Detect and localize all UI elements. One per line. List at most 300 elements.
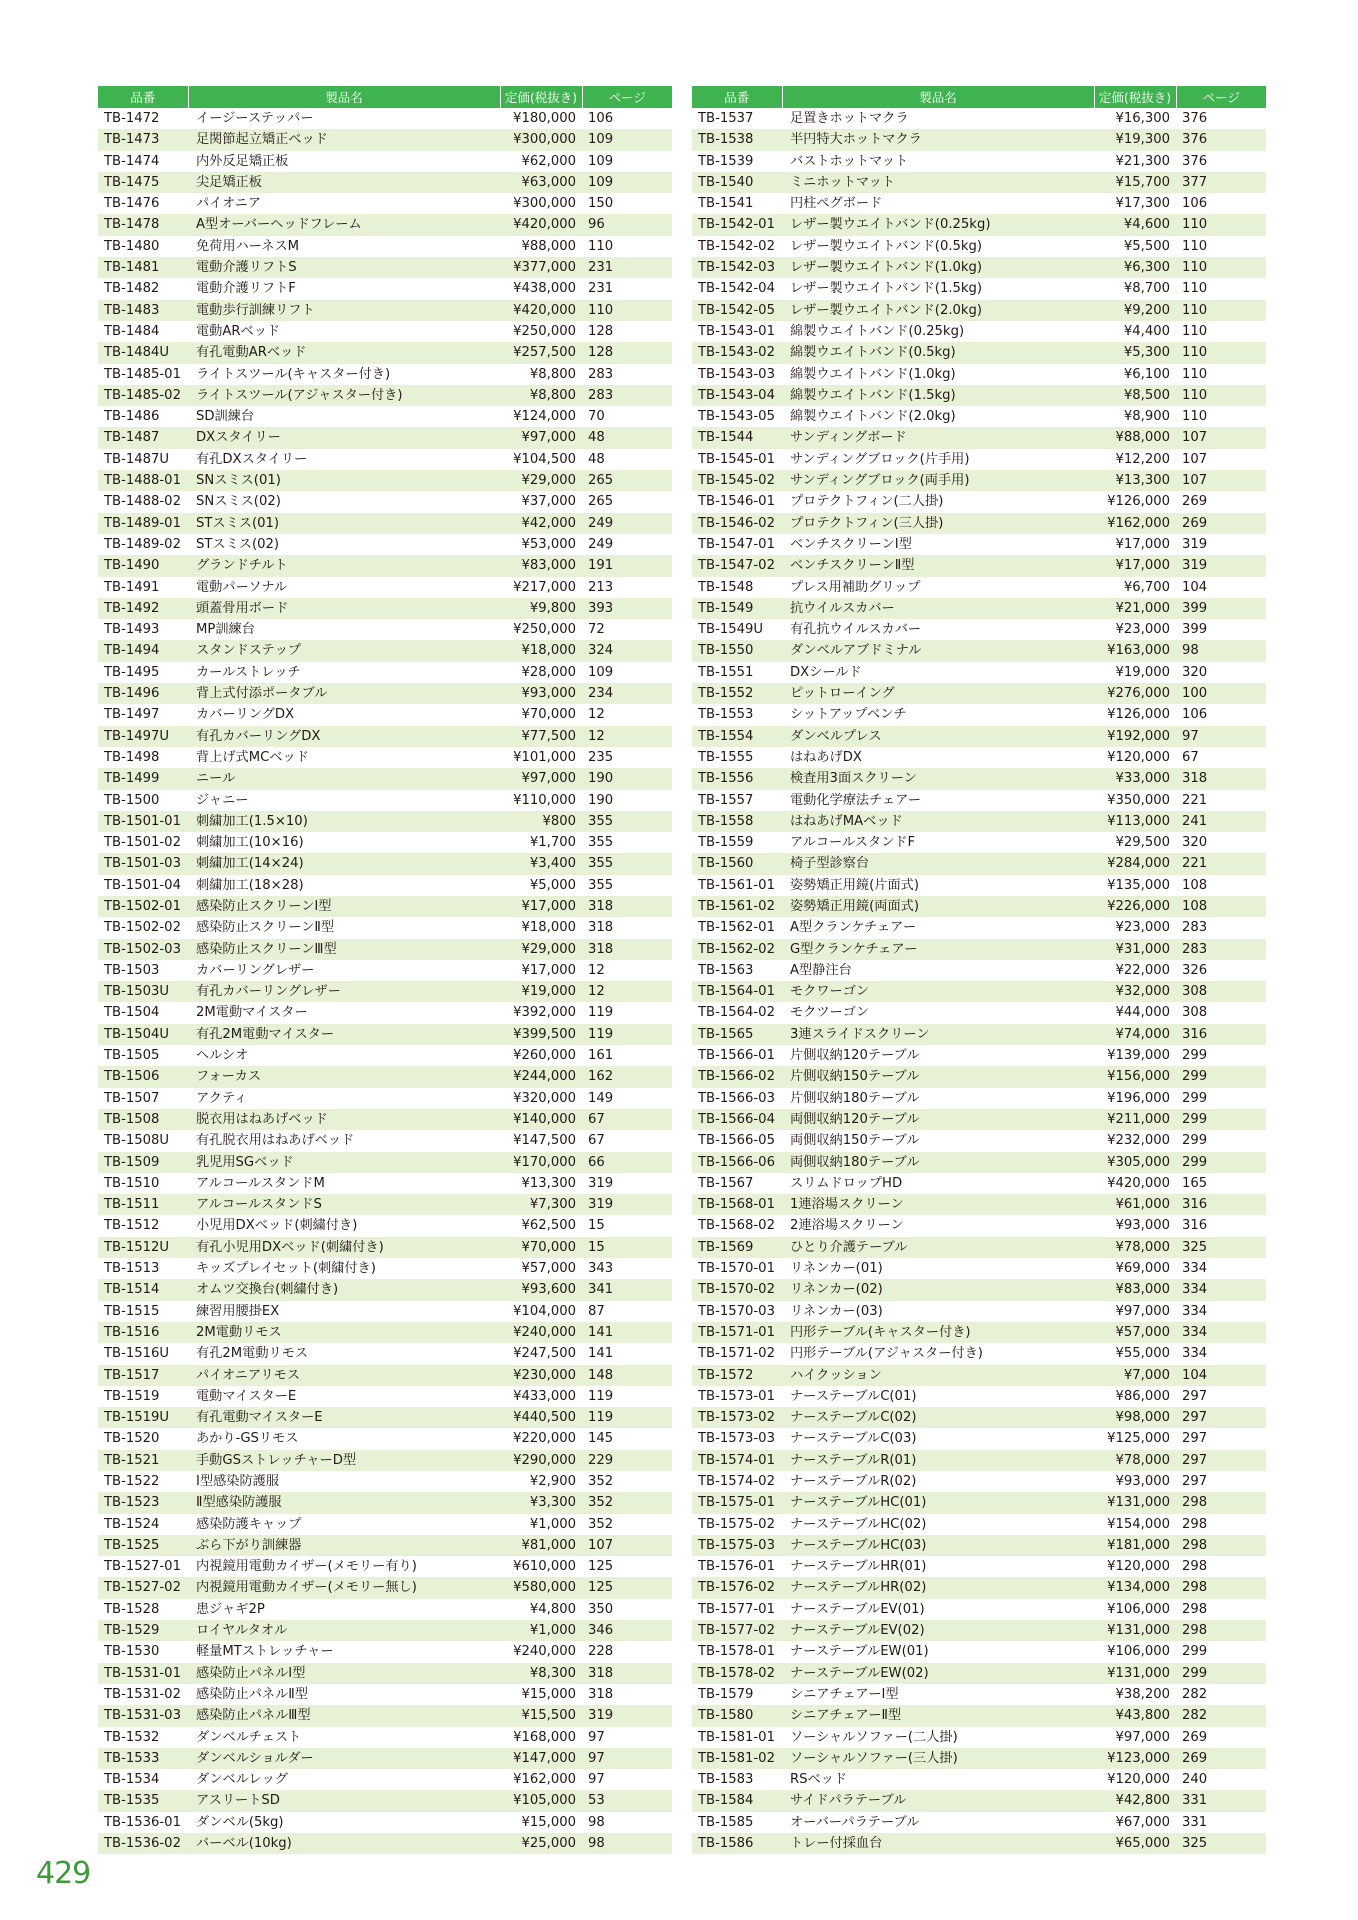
table-header-row [98, 86, 672, 108]
table-row [98, 960, 672, 981]
product-code: TB-1574-02 [698, 1474, 775, 1489]
product-name: モクワーゴン [782, 981, 1094, 1002]
table-row [692, 1194, 1266, 1215]
product-name: ナーステーブルC(02) [782, 1407, 1094, 1428]
catalog-page: 12 [582, 726, 672, 747]
product-name: ナーステーブルR(02) [790, 1474, 917, 1489]
table-row [98, 534, 672, 555]
catalog-page: 97 [588, 1729, 605, 1745]
catalog-page: 104 [1176, 1365, 1266, 1386]
product-price: ¥4,400 [1123, 323, 1170, 339]
table-body [98, 108, 672, 1854]
table-row [98, 1556, 672, 1577]
product-code: TB-1485-01 [104, 366, 181, 382]
table-row [98, 1152, 672, 1173]
catalog-page: 48 [588, 451, 605, 467]
catalog-page: 350 [588, 1601, 614, 1617]
product-code: TB-1559 [698, 835, 754, 851]
product-name: リネンカー(03) [790, 1303, 883, 1319]
product-code: TB-1504 [104, 1005, 160, 1021]
table-row [98, 917, 672, 938]
table-row [692, 172, 1266, 193]
catalog-page: 231 [582, 257, 672, 278]
product-name: 脱衣用はねあげベッド [188, 1109, 500, 1130]
product-name: 内視鏡用電動カイザー(メモリー無し) [188, 1577, 500, 1598]
product-name: アスリートSD [188, 1790, 500, 1811]
product-code: TB-1501-04 [104, 877, 181, 893]
catalog-page: 110 [1176, 342, 1266, 363]
product-price: ¥126,000 [1107, 494, 1170, 510]
table-row [98, 598, 672, 619]
table-row [692, 704, 1266, 725]
product-name: パイオニアリモス [188, 1365, 500, 1386]
product-code: TB-1541 [698, 196, 754, 212]
product-name: 有孔小児用DXベッド(刺繍付き) [188, 1237, 500, 1258]
table-row [692, 917, 1266, 938]
table-row [98, 704, 672, 725]
product-name: プレス用補助グリップ [790, 579, 921, 595]
table-row [98, 1535, 672, 1556]
product-code: TB-1577-02 [692, 1620, 782, 1641]
table-row [692, 321, 1266, 342]
catalog-page: 141 [582, 1322, 672, 1343]
product-code: TB-1484 [104, 323, 160, 339]
table-row [692, 896, 1266, 917]
table-row [98, 321, 672, 342]
catalog-page: 299 [1176, 1663, 1266, 1684]
product-name: ソーシャルソファー(三人掛) [782, 1748, 1094, 1769]
table-row [692, 1705, 1266, 1726]
catalog-page: 299 [1182, 1048, 1208, 1064]
catalog-page: 190 [582, 768, 672, 789]
product-price: ¥240,000 [500, 1322, 582, 1343]
catalog-page: 334 [1176, 1322, 1266, 1343]
product-name: アクティ [196, 1090, 248, 1106]
product-price: ¥88,000 [521, 238, 576, 254]
product-code: TB-1549U [698, 622, 764, 638]
catalog-page: 298 [1182, 1516, 1208, 1532]
table-row [692, 1237, 1266, 1258]
catalog-page: 12 [588, 962, 605, 978]
catalog-page: 334 [1182, 1303, 1208, 1319]
catalog-page: 355 [582, 853, 672, 874]
catalog-page: 97 [1176, 726, 1266, 747]
catalog-page: 119 [588, 1005, 614, 1021]
table-row [98, 1492, 672, 1513]
product-price: ¥8,500 [1094, 385, 1176, 406]
product-code: TB-1585 [698, 1814, 754, 1830]
product-name: モクツーゴン [790, 1005, 870, 1021]
table-row [98, 1045, 672, 1066]
product-name: 有孔2M電動リモス [196, 1346, 309, 1362]
catalog-page: 98 [588, 1814, 605, 1830]
catalog-page: 12 [588, 707, 605, 723]
product-name: ひとり介護テーブル [782, 1237, 1094, 1258]
catalog-page: 377 [1176, 172, 1266, 193]
table-row [692, 1599, 1266, 1620]
table-row [692, 1365, 1266, 1386]
product-name: 2M電動リモス [188, 1322, 500, 1343]
product-price: ¥131,000 [1094, 1663, 1176, 1684]
product-price: ¥83,000 [1094, 1279, 1176, 1300]
table-row [98, 1279, 672, 1300]
product-price: ¥8,800 [500, 385, 582, 406]
product-code: TB-1487U [104, 451, 170, 467]
product-price: ¥97,000 [500, 427, 582, 448]
product-code: TB-1482 [104, 281, 160, 297]
table-row [692, 1727, 1266, 1748]
table-row [692, 449, 1266, 470]
table-row [692, 1215, 1266, 1236]
product-price: ¥69,000 [1115, 1261, 1170, 1277]
product-name: アルコールスタンドM [196, 1175, 325, 1191]
product-code: TB-1502-01 [98, 896, 188, 917]
product-price: ¥29,500 [1115, 835, 1170, 851]
table-row [692, 683, 1266, 704]
product-name: 内視鏡用電動カイザー(メモリー有り) [196, 1559, 417, 1575]
product-name: Ⅱ型感染防護服 [188, 1492, 500, 1513]
table-row [692, 768, 1266, 789]
table-row [692, 726, 1266, 747]
catalog-page: 213 [588, 579, 614, 595]
table-row [98, 1727, 672, 1748]
product-name: A型オーバーヘッドフレーム [188, 214, 500, 235]
catalog-page: 221 [1176, 853, 1266, 874]
product-code: TB-1521 [98, 1450, 188, 1471]
product-name: ダンベルレッグ [196, 1772, 288, 1788]
catalog-page: 297 [1176, 1450, 1266, 1471]
table-row [98, 236, 672, 257]
table-row [692, 364, 1266, 385]
product-name: ナーステーブルHC(03) [782, 1535, 1094, 1556]
catalog-page: 297 [1182, 1474, 1208, 1489]
product-price: ¥106,000 [1107, 1601, 1170, 1617]
table-row [692, 1024, 1266, 1045]
product-price: ¥44,000 [1115, 1005, 1170, 1021]
catalog-page: 125 [582, 1577, 672, 1598]
product-code: TB-1548 [698, 579, 754, 595]
product-code: TB-1570-01 [698, 1261, 775, 1277]
table-row [98, 1237, 672, 1258]
product-code: TB-1491 [104, 579, 160, 595]
catalog-page: 319 [582, 1194, 672, 1215]
product-code: TB-1579 [698, 1686, 754, 1702]
product-code: TB-1561-02 [692, 896, 782, 917]
table-row [692, 1045, 1266, 1066]
product-name: ダンベル(5kg) [196, 1814, 284, 1830]
product-price: ¥147,500 [513, 1133, 576, 1149]
catalog-page: 107 [1176, 427, 1266, 448]
product-name: 足関節起立矯正ベッド [188, 129, 500, 150]
product-name: キッズプレイセット(刺繍付き) [196, 1261, 376, 1277]
table-row [692, 236, 1266, 257]
product-price: ¥1,700 [529, 835, 576, 851]
product-code: TB-1502-03 [98, 939, 188, 960]
product-name: 有孔カバーリングレザー [188, 981, 500, 1002]
product-price: ¥230,000 [500, 1365, 582, 1386]
product-price: ¥93,000 [500, 683, 582, 704]
catalog-page: 221 [1182, 792, 1208, 808]
product-price: ¥192,000 [1094, 726, 1176, 747]
product-price: ¥86,000 [1115, 1388, 1170, 1404]
product-name: Ⅰ型感染防護服 [196, 1474, 280, 1489]
product-price: ¥21,000 [1094, 598, 1176, 619]
product-price: ¥123,000 [1094, 1748, 1176, 1769]
product-price: ¥147,000 [500, 1748, 582, 1769]
table-row [692, 1066, 1266, 1087]
table-row [98, 342, 672, 363]
catalog-page: 106 [1182, 196, 1208, 212]
product-code: TB-1556 [692, 768, 782, 789]
catalog-page: 283 [582, 385, 672, 406]
product-name: ダンベルチェスト [196, 1729, 302, 1745]
product-price: ¥62,500 [521, 1218, 576, 1234]
table-row [98, 1343, 672, 1364]
product-code: TB-1575-03 [692, 1535, 782, 1556]
product-price: ¥17,000 [1115, 536, 1170, 552]
product-price: ¥17,000 [1094, 555, 1176, 576]
catalog-page: 269 [1176, 1748, 1266, 1769]
product-code: TB-1578-02 [692, 1663, 782, 1684]
product-code: TB-1520 [104, 1431, 160, 1447]
table-row [692, 108, 1266, 129]
table-body [692, 108, 1266, 1854]
product-price: ¥120,000 [1107, 749, 1170, 765]
table-row [692, 151, 1266, 172]
product-name: 刺繍加工(1.5×10) [188, 811, 500, 832]
product-name: 両側収納150テーブル [790, 1133, 920, 1149]
product-code: TB-1505 [104, 1048, 160, 1064]
table-row [98, 619, 672, 640]
product-name: カールストレッチ [196, 664, 301, 680]
product-name: 感染防止パネルⅠ型 [188, 1663, 500, 1684]
table-row [98, 1663, 672, 1684]
product-price: ¥88,000 [1094, 427, 1176, 448]
product-price: ¥244,000 [500, 1066, 582, 1087]
product-name: ナーステーブルHC(01) [782, 1492, 1094, 1513]
table-row [692, 598, 1266, 619]
catalog-page: 70 [588, 409, 605, 425]
product-name: 姿勢矯正用鏡(両面式) [782, 896, 1094, 917]
product-code: TB-1527-02 [98, 1577, 188, 1598]
product-price: ¥5,000 [529, 877, 576, 893]
product-code: TB-1523 [98, 1492, 188, 1513]
product-code: TB-1549 [692, 598, 782, 619]
product-name: 綿製ウエイトバンド(0.5kg) [782, 342, 1094, 363]
product-code: TB-1508 [98, 1109, 188, 1130]
product-code: TB-1563 [698, 962, 754, 978]
product-name: ハイクッション [782, 1365, 1094, 1386]
product-code: TB-1494 [98, 640, 188, 661]
product-code: TB-1551 [698, 664, 754, 680]
catalog-page: 298 [1176, 1577, 1266, 1598]
product-name: 3連スライドスクリーン [782, 1024, 1094, 1045]
product-price: ¥61,000 [1094, 1194, 1176, 1215]
product-name: 手動GSストレッチャーD型 [188, 1450, 500, 1471]
catalog-page: 352 [588, 1474, 614, 1489]
catalog-page: 110 [1176, 300, 1266, 321]
product-price: ¥23,000 [1115, 622, 1170, 638]
product-name: ベンチスクリーンⅠ型 [790, 536, 912, 552]
product-code: TB-1546-02 [692, 513, 782, 534]
catalog-page: 298 [1176, 1492, 1266, 1513]
table-row [98, 513, 672, 534]
product-price: ¥113,000 [1094, 811, 1176, 832]
product-price: ¥7,300 [500, 1194, 582, 1215]
product-code: TB-1512 [104, 1218, 160, 1234]
product-name: SNスミス(02) [196, 494, 281, 510]
product-name: 椅子型診察台 [782, 853, 1094, 874]
table-row [692, 129, 1266, 150]
catalog-page: 110 [588, 238, 614, 254]
table-row [98, 1599, 672, 1620]
product-price: ¥377,000 [500, 257, 582, 278]
product-price: ¥97,000 [500, 768, 582, 789]
product-price: ¥2,900 [529, 1474, 576, 1489]
catalog-page: 97 [588, 1772, 605, 1788]
product-price: ¥232,000 [1107, 1133, 1170, 1149]
product-price: ¥33,000 [1094, 768, 1176, 789]
product-price: ¥156,000 [1094, 1066, 1176, 1087]
catalog-page: 110 [1182, 409, 1208, 425]
product-code: TB-1576-01 [698, 1559, 775, 1575]
product-name: 感染防止スクリーンⅠ型 [188, 896, 500, 917]
product-price: ¥131,000 [1094, 1492, 1176, 1513]
product-name: イージーステッパー [196, 111, 314, 126]
product-name: アルコールスタンドF [790, 835, 916, 851]
product-name: ナーステーブルR(01) [782, 1450, 1094, 1471]
product-price: ¥139,000 [1107, 1048, 1170, 1064]
product-name: 尖足矯正板 [188, 172, 500, 193]
product-price: ¥196,000 [1107, 1090, 1170, 1106]
product-code: TB-1562-02 [692, 939, 782, 960]
catalog-page: 319 [1182, 536, 1208, 552]
product-price: ¥8,700 [1123, 281, 1170, 297]
table-row [98, 1450, 672, 1471]
table-row [692, 1279, 1266, 1300]
table-row [692, 427, 1266, 448]
product-code: TB-1566-04 [692, 1109, 782, 1130]
product-code: TB-1519 [104, 1388, 160, 1404]
product-price: ¥800 [500, 811, 582, 832]
catalog-page: 319 [582, 1705, 672, 1726]
table-row [692, 1109, 1266, 1130]
product-price: ¥154,000 [1107, 1516, 1170, 1532]
product-price: ¥15,700 [1094, 172, 1176, 193]
catalog-page: 67 [582, 1109, 672, 1130]
product-price: ¥97,000 [1115, 1303, 1170, 1319]
table-row [98, 1620, 672, 1641]
table-row [98, 1322, 672, 1343]
product-price: ¥78,000 [1094, 1450, 1176, 1471]
catalog-page: 106 [1182, 707, 1208, 723]
product-name: リネンカー(02) [782, 1279, 1094, 1300]
catalog-page: 161 [588, 1048, 614, 1064]
product-price: ¥29,000 [500, 939, 582, 960]
product-code: TB-1496 [98, 683, 188, 704]
table-row [692, 1790, 1266, 1811]
product-price: ¥106,000 [1107, 1644, 1170, 1660]
table-row [98, 555, 672, 576]
product-code: TB-1529 [98, 1620, 188, 1641]
product-name: シニアチェアーⅡ型 [782, 1705, 1094, 1726]
product-code: TB-1514 [98, 1279, 188, 1300]
product-name: プロテクトフィン(三人掛) [782, 513, 1094, 534]
product-code: TB-1503U [98, 981, 188, 1002]
table-row [98, 1365, 672, 1386]
catalog-page: 399 [1176, 598, 1266, 619]
product-name: サイドパラテーブル [782, 1790, 1094, 1811]
product-name: バストホットマット [790, 153, 909, 169]
product-code: TB-1497 [104, 707, 160, 723]
catalog-page: 149 [588, 1090, 614, 1106]
product-price: ¥257,500 [500, 342, 582, 363]
product-price: ¥43,800 [1094, 1705, 1176, 1726]
table-row [692, 1301, 1266, 1322]
product-code: TB-1486 [104, 409, 160, 425]
catalog-page: 298 [1176, 1535, 1266, 1556]
product-name: サンディングボード [782, 427, 1094, 448]
product-price: ¥18,000 [500, 640, 582, 661]
product-price: ¥7,000 [1094, 1365, 1176, 1386]
table-row [98, 491, 672, 512]
table-row [692, 278, 1266, 299]
product-code: TB-1530 [104, 1644, 160, 1660]
table-row [692, 577, 1266, 598]
table-row [692, 1535, 1266, 1556]
product-code: TB-1543-05 [698, 409, 775, 425]
product-name: 綿製ウエイトバンド(1.5kg) [782, 385, 1094, 406]
table-row [98, 1386, 672, 1407]
catalog-page: 299 [1182, 1090, 1208, 1106]
product-name: ニール [188, 768, 500, 789]
product-price: ¥23,000 [1115, 920, 1170, 936]
table-row [98, 1514, 672, 1535]
catalog-page: 15 [588, 1218, 605, 1234]
table-row [98, 427, 672, 448]
product-price: ¥300,000 [500, 129, 582, 150]
product-price: ¥8,900 [1123, 409, 1170, 425]
product-price: ¥168,000 [513, 1729, 576, 1745]
catalog-page: 109 [588, 664, 614, 680]
product-code: TB-1570-03 [698, 1303, 775, 1319]
catalog-page: 308 [1182, 1005, 1208, 1021]
product-price: ¥101,000 [513, 749, 576, 765]
product-code: TB-1503 [104, 962, 160, 978]
product-name: 感染防止パネルⅡ型 [196, 1686, 308, 1702]
table-row [98, 1088, 672, 1109]
table-row [692, 981, 1266, 1002]
product-code: TB-1543-04 [692, 385, 782, 406]
product-code: TB-1536-01 [104, 1814, 181, 1830]
catalog-page: 324 [582, 640, 672, 661]
catalog-page: 308 [1176, 981, 1266, 1002]
product-price: ¥93,600 [500, 1279, 582, 1300]
catalog-page: 265 [582, 470, 672, 491]
product-code: TB-1537 [698, 111, 754, 126]
product-name: SNスミス(01) [188, 470, 500, 491]
product-name: 有孔電動ARベッド [188, 342, 500, 363]
table-row [98, 1790, 672, 1811]
table-row [98, 1833, 672, 1854]
product-code: TB-1513 [104, 1261, 160, 1277]
product-price: ¥1,000 [500, 1620, 582, 1641]
table-row [692, 1620, 1266, 1641]
product-code: TB-1475 [98, 172, 188, 193]
product-price: ¥21,300 [1115, 153, 1170, 169]
table-row [692, 385, 1266, 406]
product-code: TB-1522 [104, 1474, 160, 1489]
